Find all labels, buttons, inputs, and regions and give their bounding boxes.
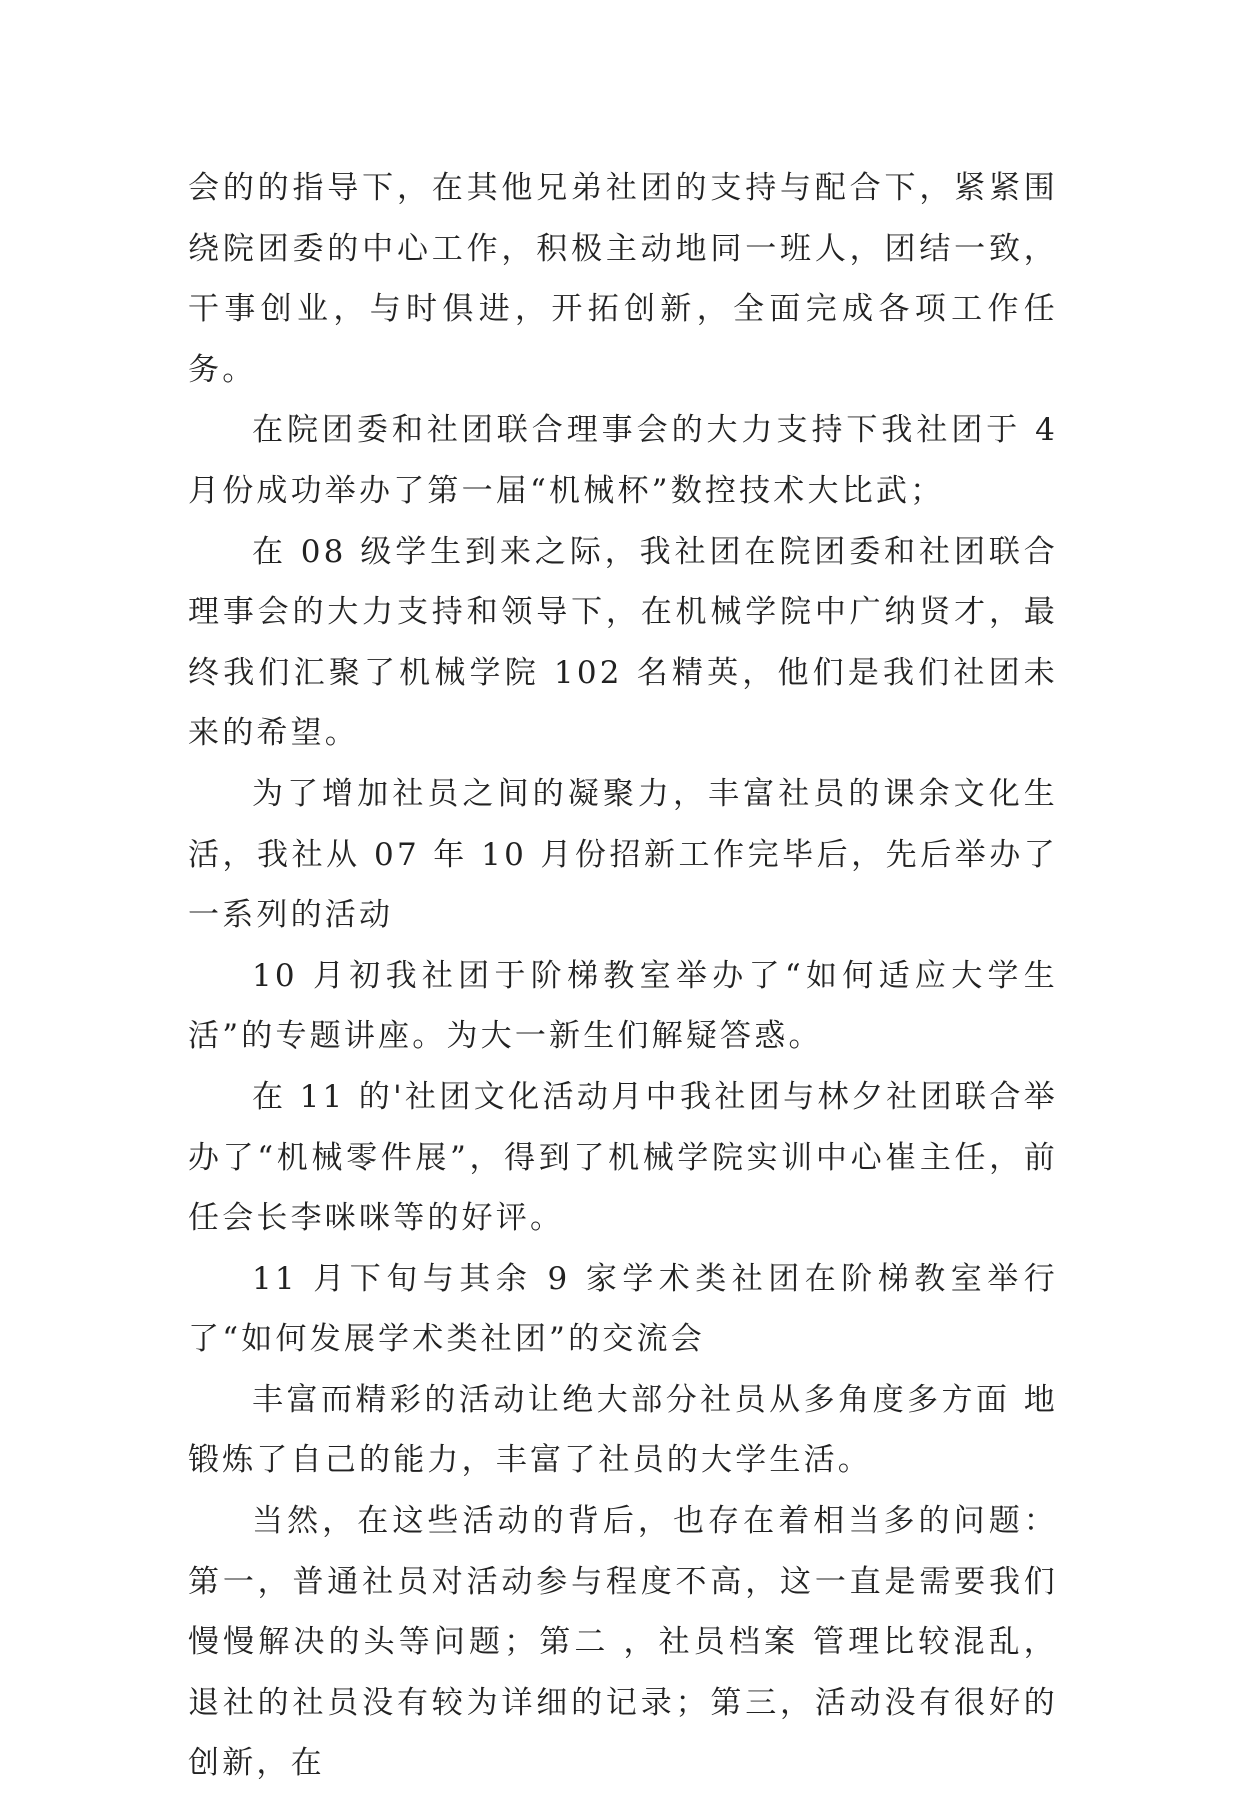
paragraph-8: 丰富而精彩的活动让绝大部分社员从多角度多方面 地锻炼了自己的能力，丰富了社员的大学生活。: [188, 1381, 1058, 1479]
paragraph-2: 在院团委和社团联合理事会的大力支持下我社团于 4 月份成功举办了第一届“机械杯”数控技术大比武；: [188, 412, 1058, 509]
paragraph-5: 10 月初我社团于阶梯教室举办了“如何适应大学生活”的专题讲座。为大一新生们解疑答惑。: [188, 957, 1058, 1055]
paragraph-4: 为了增加社员之间的凝聚力，丰富社员的课余文化生活，我社从 07 年 10 月份招新工作完毕后，先后举办了一系列的活动: [188, 775, 1058, 934]
paragraph-9: 当然，在这些活动的背后，也存在着相当多的问题：第一，普通社员对活动参与程度不高，这一直是需要我们慢慢解决的头等问题；第二 ，社员档案 管理比较混乱， 退社的社员没有较为详细的记录；第三，活动没有很好的创新，在: [188, 1503, 1058, 1782]
paragraph-6: 在 11 的'社团文化活动月中我社团与林夕社团联合举办了“机械零件展”，得到了机械学院实训中心崔主任，前任会长李咪咪等的好评。: [188, 1078, 1058, 1237]
paragraph-1: 会的的指导下，在其他兄弟社团的支持与配合下，紧紧围绕院团委的中心工作，积极主动地同一班人，团结一致，干事创业，与时俱进，开拓创新，全面完成各项工作任务。: [188, 170, 1058, 388]
body-text: [188, 158, 1058, 1794]
paragraph-7: 11 月下旬与其余 9 家学术类社团在阶梯教室举行了“如何发展学术类社团”的交流会: [188, 1260, 1058, 1358]
paragraph-3: 在 08 级学生到来之际，我社团在院团委和社团联合理事会的大力支持和领导下，在机械学院中广纳贤才，最终我们汇聚了机械学院 102 名精英，他们是我们社团未来的希望。: [188, 533, 1058, 752]
